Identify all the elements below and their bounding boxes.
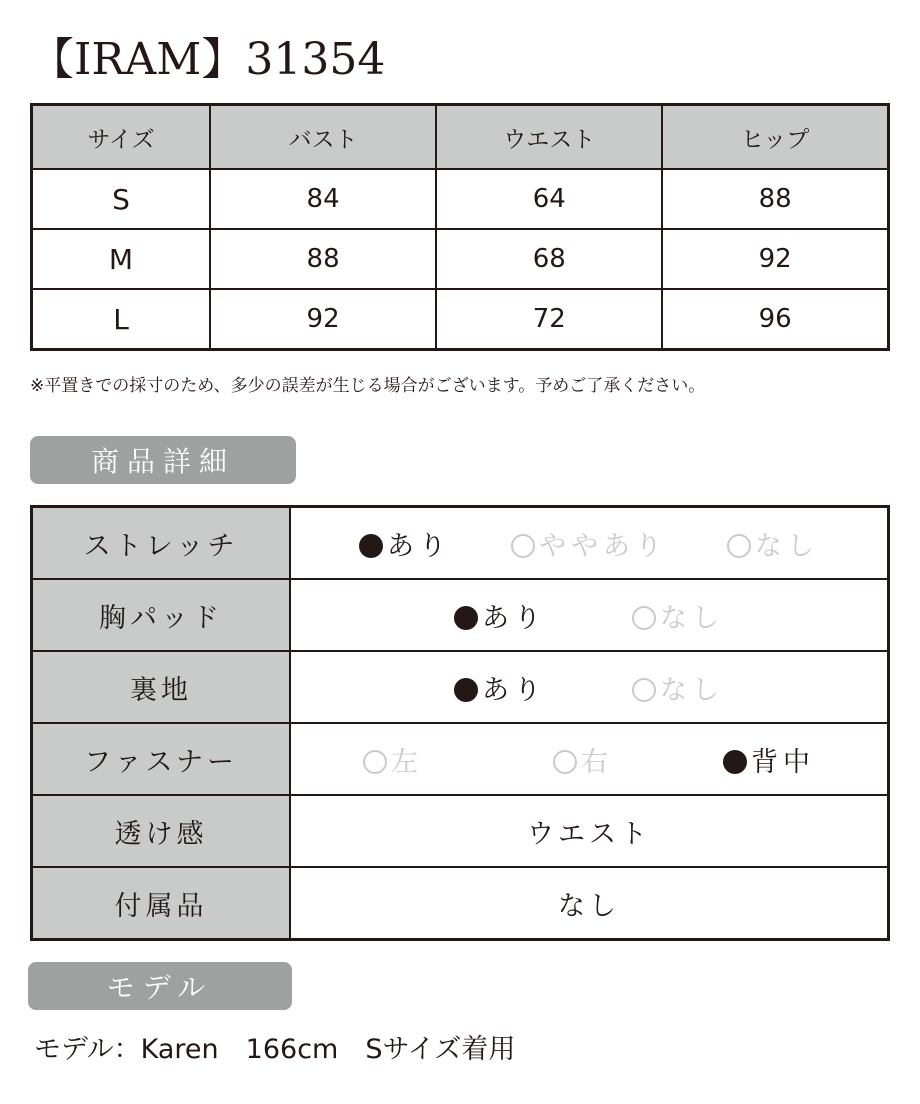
detail-row-accessories (32, 867, 889, 940)
waist-cell: 68 (436, 229, 662, 289)
filled-circle-icon (454, 606, 478, 630)
option-label: ややあり (539, 530, 667, 562)
size-table-header-row (32, 105, 889, 170)
size-row-m (32, 229, 889, 289)
detail-table (30, 505, 890, 941)
detail-value: なし (290, 867, 889, 940)
product-title: 【IRAM】31354 (30, 34, 386, 85)
detail-options (290, 579, 889, 651)
option-label: あり (482, 602, 546, 634)
detail-label: 胸パッド (32, 579, 291, 651)
option-unselected (511, 524, 667, 563)
size-row-l (32, 289, 889, 350)
filled-circle-icon (359, 534, 383, 558)
filled-circle-icon (454, 678, 478, 702)
option-label: なし (660, 602, 724, 634)
detail-options (290, 651, 889, 723)
hip-cell: 92 (662, 229, 888, 289)
option-group (291, 580, 887, 650)
option-selected (454, 596, 546, 635)
detail-row-lining (32, 651, 889, 723)
hollow-circle-icon (363, 750, 387, 774)
measurement-note: ※平置きでの採寸のため、多少の誤差が生じる場合がございます。予めご了承ください。 (30, 376, 706, 396)
option-label: 左 (391, 746, 423, 778)
detail-options (290, 507, 889, 580)
detail-row-chest-pad (32, 579, 889, 651)
waist-cell: 64 (436, 169, 662, 229)
bust-cell: 84 (210, 169, 436, 229)
size-cell: L (32, 289, 211, 350)
option-label: あり (387, 530, 451, 562)
bust-cell: 88 (210, 229, 436, 289)
size-cell: M (32, 229, 211, 289)
header-hip: ヒップ (662, 105, 888, 170)
option-label: あり (482, 674, 546, 706)
section-label-details: 商品詳細 (30, 436, 296, 484)
filled-circle-icon (723, 750, 747, 774)
hollow-circle-icon (632, 606, 656, 630)
size-cell: S (32, 169, 211, 229)
detail-label: 裏地 (32, 651, 291, 723)
detail-row-stretch (32, 507, 889, 580)
option-unselected (363, 740, 423, 779)
waist-cell: 72 (436, 289, 662, 350)
detail-label: ファスナー (32, 723, 291, 795)
size-row-s (32, 169, 889, 229)
option-label: 背中 (751, 746, 815, 778)
option-unselected (727, 524, 819, 563)
detail-row-sheerness (32, 795, 889, 867)
hollow-circle-icon (632, 678, 656, 702)
option-selected (359, 524, 451, 563)
option-label: 右 (581, 746, 613, 778)
bust-cell: 92 (210, 289, 436, 350)
detail-label: 透け感 (32, 795, 291, 867)
size-table (30, 103, 890, 351)
header-waist: ウエスト (436, 105, 662, 170)
hollow-circle-icon (553, 750, 577, 774)
hollow-circle-icon (511, 534, 535, 558)
hip-cell: 88 (662, 169, 888, 229)
hip-cell: 96 (662, 289, 888, 350)
detail-row-zipper (32, 723, 889, 795)
model-info: モデル：Karen 166cm Sサイズ着用 (34, 1034, 516, 1065)
option-group (291, 724, 887, 794)
option-label: なし (660, 674, 724, 706)
section-label-model: モデル (28, 962, 292, 1010)
detail-label: ストレッチ (32, 507, 291, 580)
option-label: なし (755, 530, 819, 562)
detail-options (290, 723, 889, 795)
hollow-circle-icon (727, 534, 751, 558)
option-selected (454, 668, 546, 707)
option-group (291, 652, 887, 722)
header-bust: バスト (210, 105, 436, 170)
option-selected (723, 740, 815, 779)
option-group (291, 508, 887, 578)
option-unselected (632, 668, 724, 707)
header-size: サイズ (32, 105, 211, 170)
detail-value: ウエスト (290, 795, 889, 867)
option-unselected (632, 596, 724, 635)
detail-label: 付属品 (32, 867, 291, 940)
option-unselected (553, 740, 613, 779)
